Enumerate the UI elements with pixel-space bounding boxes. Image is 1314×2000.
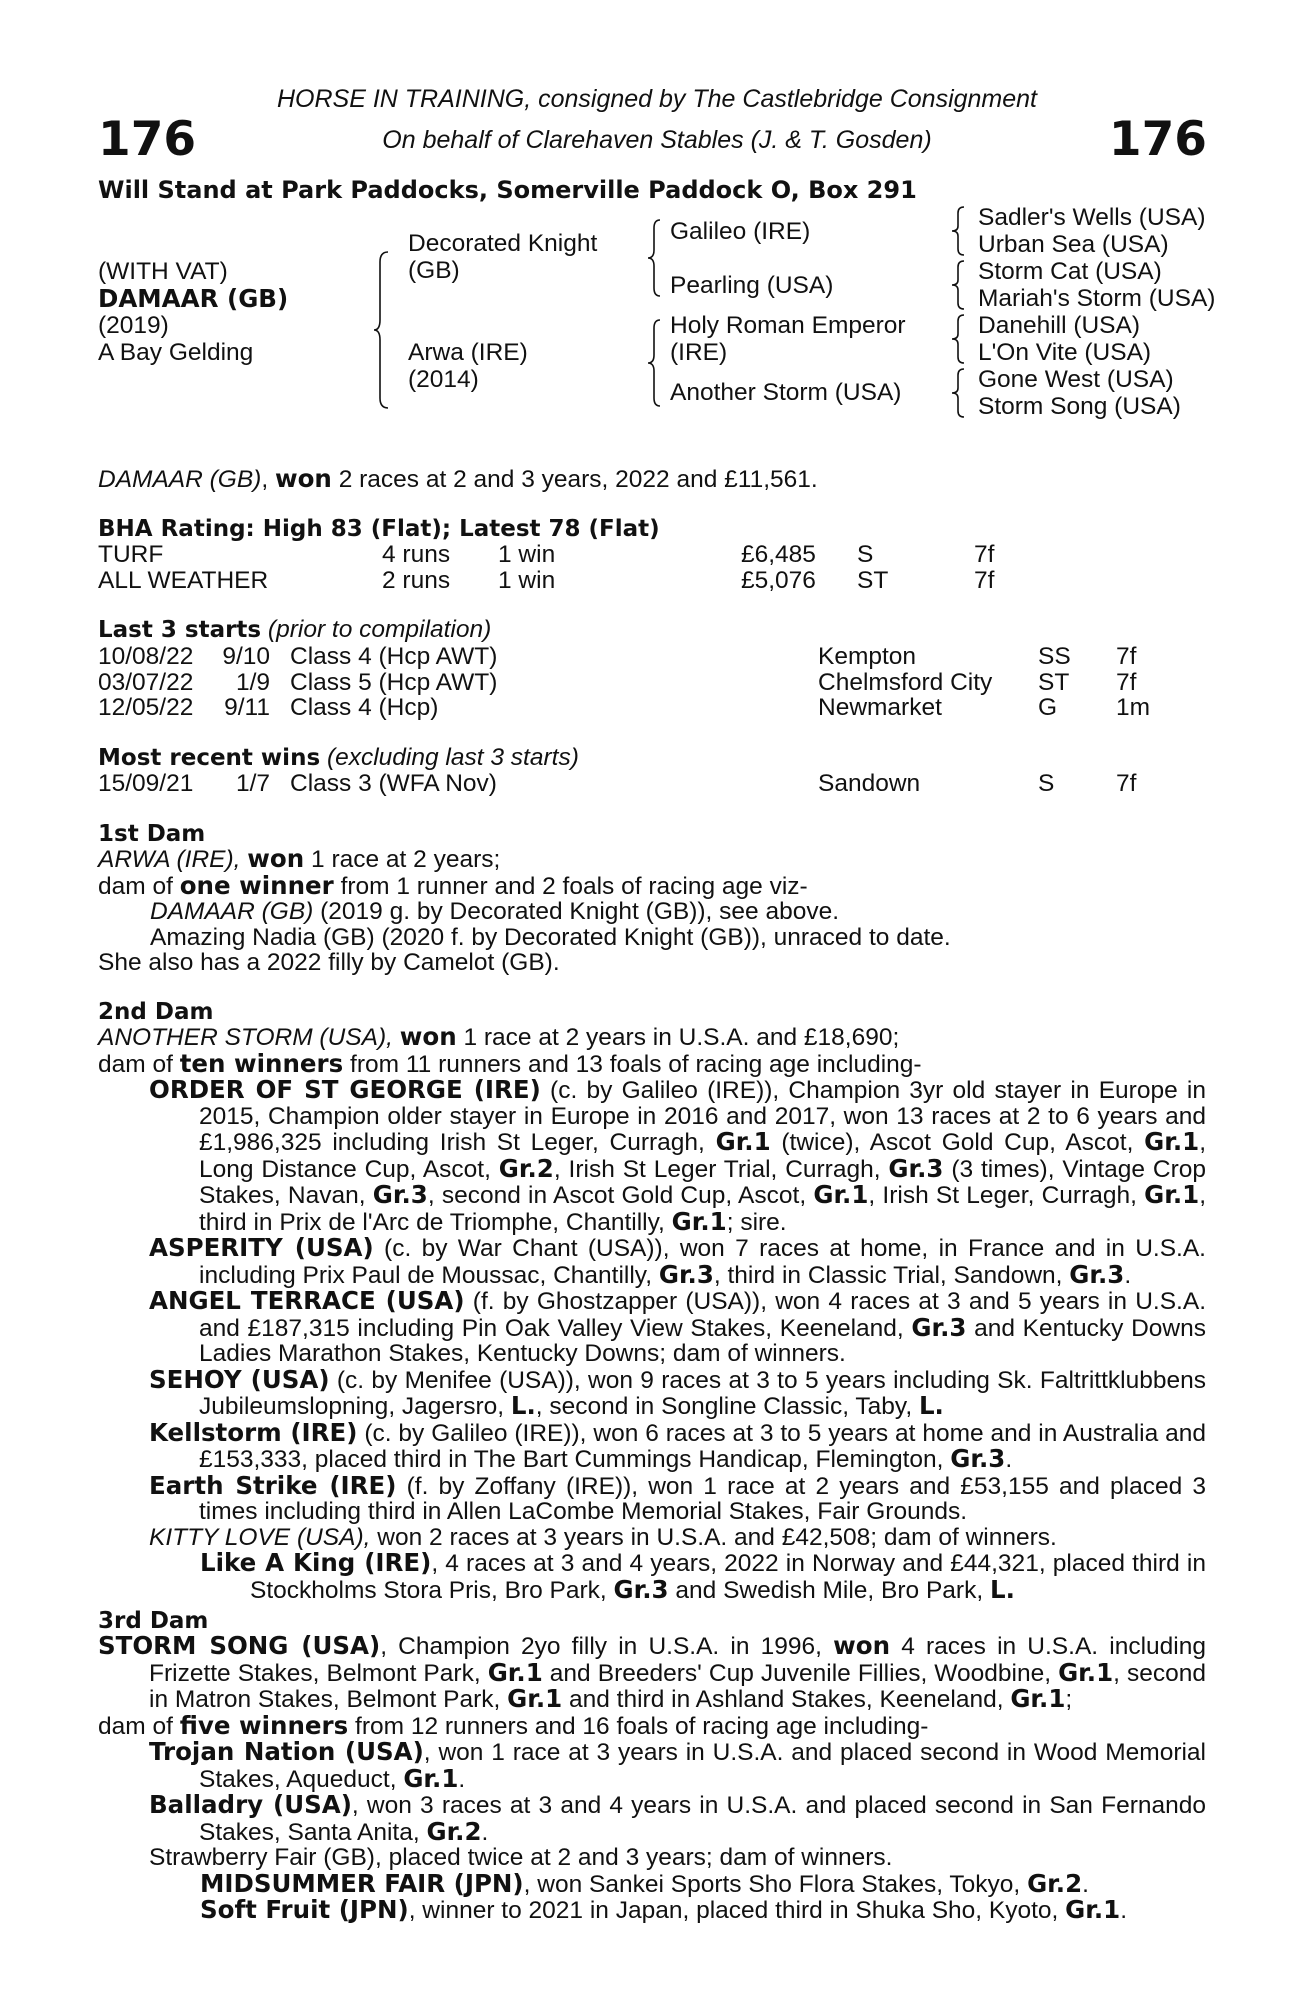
rating-row-prize: £6,485 [741, 541, 816, 568]
horse-year: (2019) [98, 312, 169, 339]
brace-g34 [952, 259, 966, 311]
second-dam-line: dam of ten winners from 11 runners and 13 foals of racing age including- [98, 1048, 922, 1078]
horse-description: A Bay Gelding [98, 339, 254, 366]
gp-storm-cat: Storm Cat (USA) [978, 258, 1162, 285]
sire-parents-brace [648, 218, 662, 298]
progeny-entry: ORDER OF ST GEORGE (IRE) (c. by Galileo (IRE)), Champion 3yr old stayer in Europe in 2015, Champion older stayer in Europe in 2016 and 2017, won 13 races at 2 to 6 years and £1,986,325 including Irish St Leger, Curragh, Gr.1 (twice), Ascot Gold Cup, Ascot, Gr.1, Long Distance Cup, Ascot, Gr.2, Irish St Leger Trial, Curragh, Gr.3 (3 times), Vintage Crop Stakes, Navan, Gr.3, second in Ascot Gold Cup, Ascot, Gr.1, Irish St Leger, Curragh, Gr.1, third in Prix de l'Arc de Triomphe, Chantilly, Gr.1; sire. [149, 1075, 1207, 1236]
start-date: 03/07/22 [98, 669, 194, 696]
dam-name-line2: (2014) [408, 366, 479, 393]
win-position: 1/7 [235, 770, 270, 797]
sire-dam-brace [374, 250, 390, 410]
brace-g78 [952, 367, 966, 419]
recent-wins-heading: Most recent wins (excluding last 3 starts) [98, 744, 579, 771]
third-dam-section [98, 1633, 1206, 1924]
first-dam-section [98, 846, 1206, 976]
grand-progeny-entry: Soft Fruit (JPN), winner to 2021 in Japan, placed third in Shuka Sho, Kyoto, Gr.1. [200, 1895, 1128, 1924]
brace-g12 [952, 205, 966, 257]
progeny-entry: Strawberry Fair (GB), placed twice at 2 and 3 years; dam of winners. [149, 1844, 893, 1871]
grand-progeny-entry: MIDSUMMER FAIR (JPN), won Sankei Sports Sho Flora Stakes, Tokyo, Gr.2. [200, 1868, 1089, 1898]
third-dam-line: dam of five winners from 12 runners and 16 foals of racing age including- [98, 1710, 929, 1740]
second-dam-line: ANOTHER STORM (USA), won 1 race at 2 years in U.S.A. and £18,690; [98, 1022, 900, 1051]
horse-name: DAMAAR (GB) [98, 284, 289, 313]
start-distance: 1m [1116, 694, 1151, 721]
second-dam-section [98, 1024, 1206, 1603]
first-dam-progeny: Amazing Nadia (GB) (2020 f. by Decorated Knight (GB)), unraced to date. [150, 923, 951, 951]
rating-row-going: S [857, 541, 874, 568]
start-course: Chelmsford City [818, 669, 993, 696]
behalf-line: On behalf of Clarehaven Stables (J. & T. Gosden) [382, 126, 932, 154]
start-date: 10/08/22 [98, 643, 194, 670]
vat-note: (WITH VAT) [98, 258, 228, 285]
rating-row-surface: TURF [98, 541, 164, 568]
start-course: Newmarket [818, 694, 942, 721]
gp-danehill: Danehill (USA) [978, 312, 1141, 339]
win-distance: 7f [1116, 770, 1137, 797]
start-race: Class 4 (Hcp) [290, 694, 439, 721]
rating-row-runs: 4 runs [382, 541, 451, 568]
rating-row-surface: ALL WEATHER [98, 567, 269, 594]
sire-sire: Galileo (IRE) [670, 218, 811, 245]
start-race: Class 4 (Hcp AWT) [290, 643, 498, 670]
stand-line: Will Stand at Park Paddocks, Somerville Paddock O, Box 291 [98, 176, 917, 204]
lot-number-right: 176 [1108, 112, 1207, 167]
dam-name-line1: Arwa (IRE) [408, 339, 528, 366]
dam-parents-brace [648, 318, 662, 408]
third-dam-line: STORM SONG (USA), Champion 2yo filly in U.S.A. in 1996, won 4 races in U.S.A. including Frizette Stakes, Belmont Park, Gr.1 and Breeders' Cup Juvenile Fillies, Woodbine, Gr.1, second in Matron Stakes, Belmont Park, Gr.1 and third in Ashland Stakes, Keeneland, Gr.1; [98, 1631, 1206, 1713]
bha-rating-heading: BHA Rating: High 83 (Flat); Latest 78 (Flat) [98, 516, 660, 542]
rating-row-prize: £5,076 [741, 567, 816, 594]
rating-row-dist: 7f [974, 567, 995, 594]
first-dam-heading: 1st Dam [98, 821, 206, 847]
sire-name-line1: Decorated Knight [408, 230, 598, 257]
second-dam-heading: 2nd Dam [98, 999, 214, 1025]
grand-progeny-entry: Like A King (IRE), 4 races at 3 and 4 years, 2022 in Norway and £44,321, placed third in Stockholms Stora Pris, Bro Park, Gr.3 and Swedish Mile, Bro Park, L. [200, 1548, 1206, 1604]
sire-name-line2: (GB) [408, 257, 460, 284]
start-going: G [1038, 694, 1058, 721]
rating-row-runs: 2 runs [382, 567, 451, 594]
start-position: 9/11 [224, 694, 270, 721]
consignment-line: HORSE IN TRAINING, consigned by The Castlebridge Consignment [276, 85, 1038, 113]
gp-gone-west: Gone West (USA) [978, 366, 1174, 393]
win-going: S [1038, 770, 1055, 797]
win-date: 15/09/21 [98, 770, 194, 797]
progeny-entry: Trojan Nation (USA), won 1 race at 3 years in U.S.A. and placed second in Wood Memorial Stakes, Aqueduct, Gr.1. [149, 1737, 1206, 1793]
gp-urban-sea: Urban Sea (USA) [978, 231, 1169, 258]
win-course: Sandown [818, 770, 921, 797]
progeny-entry: SEHOY (USA) (c. by Menifee (USA)), won 9 races at 3 to 5 years including Sk. Faltrittklubbens Jubileumslopning, Jagersro, L., second in Songline Classic, Taby, L. [149, 1364, 1206, 1420]
first-dam-line: She also has a 2022 filly by Camelot (GB). [98, 949, 560, 976]
first-dam-progeny: DAMAAR (GB) (2019 g. by Decorated Knight (GB)), see above. [150, 898, 840, 925]
third-dam-heading: 3rd Dam [98, 1608, 209, 1634]
dam-sire-line1: Holy Roman Emperor [670, 312, 906, 339]
start-course: Kempton [818, 643, 917, 670]
progeny-entry: Earth Strike (IRE) (f. by Zoffany (IRE)), won 1 race at 2 years and £53,155 and placed 3 times including third in Allen LaCombe Memorial Stakes, Fair Grounds. [149, 1470, 1207, 1525]
brace-g56 [952, 313, 966, 365]
win-race: Class 3 (WFA Nov) [290, 770, 497, 797]
progeny-entry: KITTY LOVE (USA), won 2 races at 3 years in U.S.A. and £42,508; dam of winners. [149, 1523, 1057, 1551]
first-dam-line: ARWA (IRE), won 1 race at 2 years; [98, 844, 501, 873]
gp-lon-vite: L'On Vite (USA) [978, 339, 1152, 366]
dam-dam: Another Storm (USA) [670, 379, 902, 406]
gp-storm-song: Storm Song (USA) [978, 393, 1181, 420]
rating-row-dist: 7f [974, 541, 995, 568]
gp-sadlers-wells: Sadler's Wells (USA) [978, 204, 1206, 231]
dam-sire-line2: (IRE) [670, 339, 728, 366]
start-date: 12/05/22 [98, 694, 194, 721]
start-distance: 7f [1116, 669, 1137, 696]
gp-mariahs-storm: Mariah's Storm (USA) [978, 285, 1216, 312]
progeny-entry: ANGEL TERRACE (USA) (f. by Ghostzapper (USA)), won 4 races at 3 and 5 years in U.S.A. and £187,315 including Pin Oak Valley View Stakes, Keeneland, Gr.3 and Kentucky Downs Ladies Marathon Stakes, Kentucky Downs; dam of winners. [149, 1286, 1207, 1367]
start-going: ST [1038, 669, 1070, 696]
lot-number-left: 176 [98, 112, 197, 167]
start-position: 9/10 [222, 643, 270, 670]
start-distance: 7f [1116, 643, 1137, 670]
start-race: Class 5 (Hcp AWT) [290, 669, 498, 696]
rating-row-going: ST [857, 567, 889, 594]
rating-row-wins: 1 win [498, 541, 556, 568]
progeny-entry: Balladry (USA), won 3 races at 3 and 4 years in U.S.A. and placed second in San Fernando Stakes, Santa Anita, Gr.2. [149, 1790, 1206, 1846]
start-position: 1/9 [235, 669, 270, 696]
progeny-entry: Kellstorm (IRE) (c. by Galileo (IRE)), won 6 races at 3 to 5 years at home and in Australia and £153,333, placed third in The Bart Cummings Handicap, Flemington, Gr.3. [149, 1417, 1206, 1473]
race-summary: DAMAAR (GB), won 2 races at 2 and 3 years, 2022 and £11,561. [98, 464, 818, 493]
last-starts-heading: Last 3 starts (prior to compilation) [98, 616, 492, 643]
first-dam-line: dam of one winner from 1 runner and 2 foals of racing age viz- [98, 870, 808, 900]
progeny-entry: ASPERITY (USA) (c. by War Chant (USA)), won 7 races at home, in France and in U.S.A. including Prix Paul de Moussac, Chantilly, Gr.3, third in Classic Trial, Sandown, Gr.3. [149, 1233, 1206, 1289]
start-going: SS [1038, 643, 1071, 670]
rating-row-wins: 1 win [498, 567, 556, 594]
sire-dam: Pearling (USA) [670, 272, 834, 299]
